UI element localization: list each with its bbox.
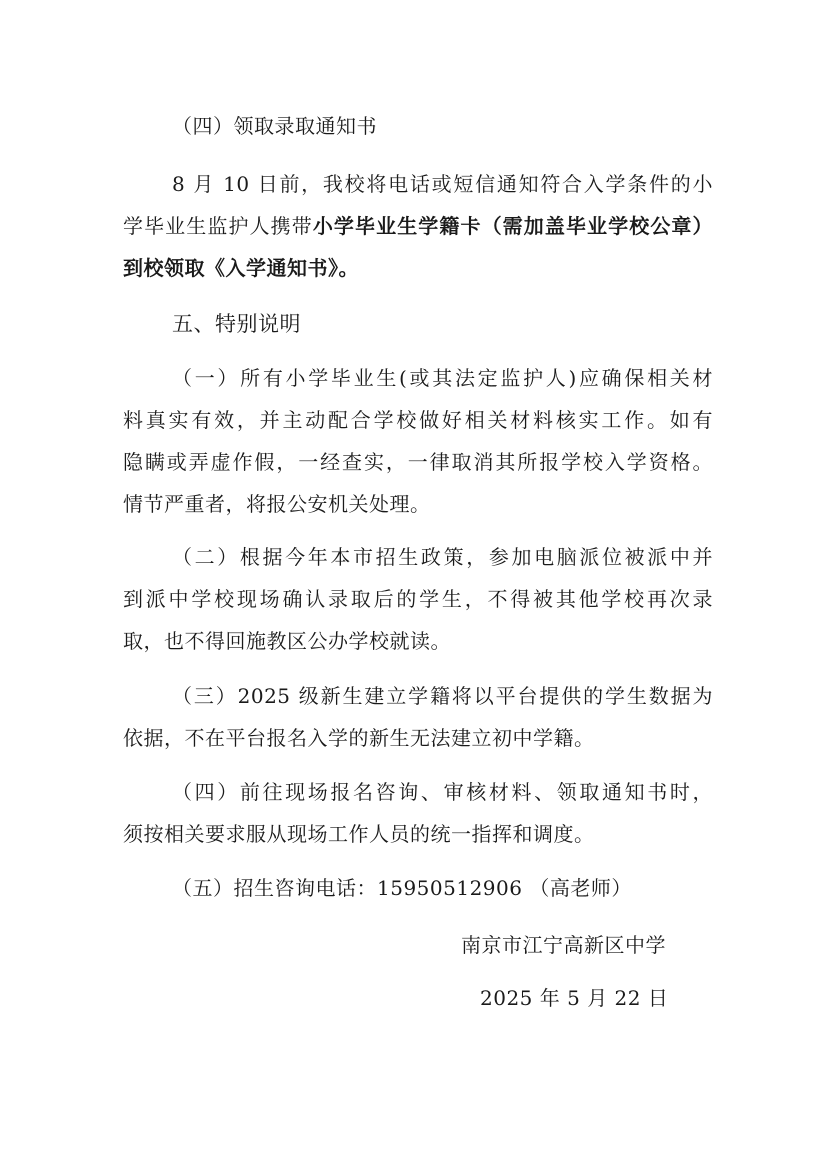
item2-line2: 到派中学校现场确认录取后的学生，不得被其他学校再次录 xyxy=(123,587,713,611)
section4-para-line2-bold: 小学毕业生学籍卡（需加盖毕业学校公章） xyxy=(312,214,714,238)
section4-para-line3: 到校领取《入学通知书》。 xyxy=(123,256,359,280)
item1-line1: （一）所有小学毕业生(或其法定监护人)应确保相关材 xyxy=(172,366,713,390)
item3-line2: 依据，不在平台报名入学的新生无法建立初中学籍。 xyxy=(123,726,595,750)
item1-line3: 隐瞒或弄虚作假，一经查实，一律取消其所报学校入学资格。 xyxy=(123,450,713,474)
signature-school: 南京市江宁高新区中学 xyxy=(461,933,666,957)
item2-line3: 取，也不得回施教区公办学校就读。 xyxy=(123,629,451,653)
item4-line2: 须按相关要求服从现场工作人员的统一指挥和调度。 xyxy=(123,822,595,846)
item4-line1: （四）前往现场报名咨询、审核材料、领取通知书时， xyxy=(172,780,713,804)
section5-title: 五、特别说明 xyxy=(172,312,301,336)
item5-line1: （五）招生咨询电话：15950512906 （高老师） xyxy=(172,876,632,900)
section4-para-line2-normal: 学毕业生监护人携带 xyxy=(123,214,313,238)
item2-line1: （二）根据今年本市招生政策，参加电脑派位被派中并 xyxy=(172,545,713,569)
signature-date: 2025 年 5 月 22 日 xyxy=(480,986,669,1010)
item3-line1: （三）2025 级新生建立学籍将以平台提供的学生数据为 xyxy=(172,684,713,708)
item1-line2: 料真实有效，并主动配合学校做好相关材料核实工作。如有 xyxy=(123,408,713,432)
section4-heading: （四）领取录取通知书 xyxy=(172,114,377,138)
section4-para-line2 xyxy=(123,212,713,240)
section4-para-line1: 8 月 10 日前，我校将电话或短信通知符合入学条件的小 xyxy=(172,172,713,196)
item1-line4: 情节严重者，将报公安机关处理。 xyxy=(123,492,431,516)
